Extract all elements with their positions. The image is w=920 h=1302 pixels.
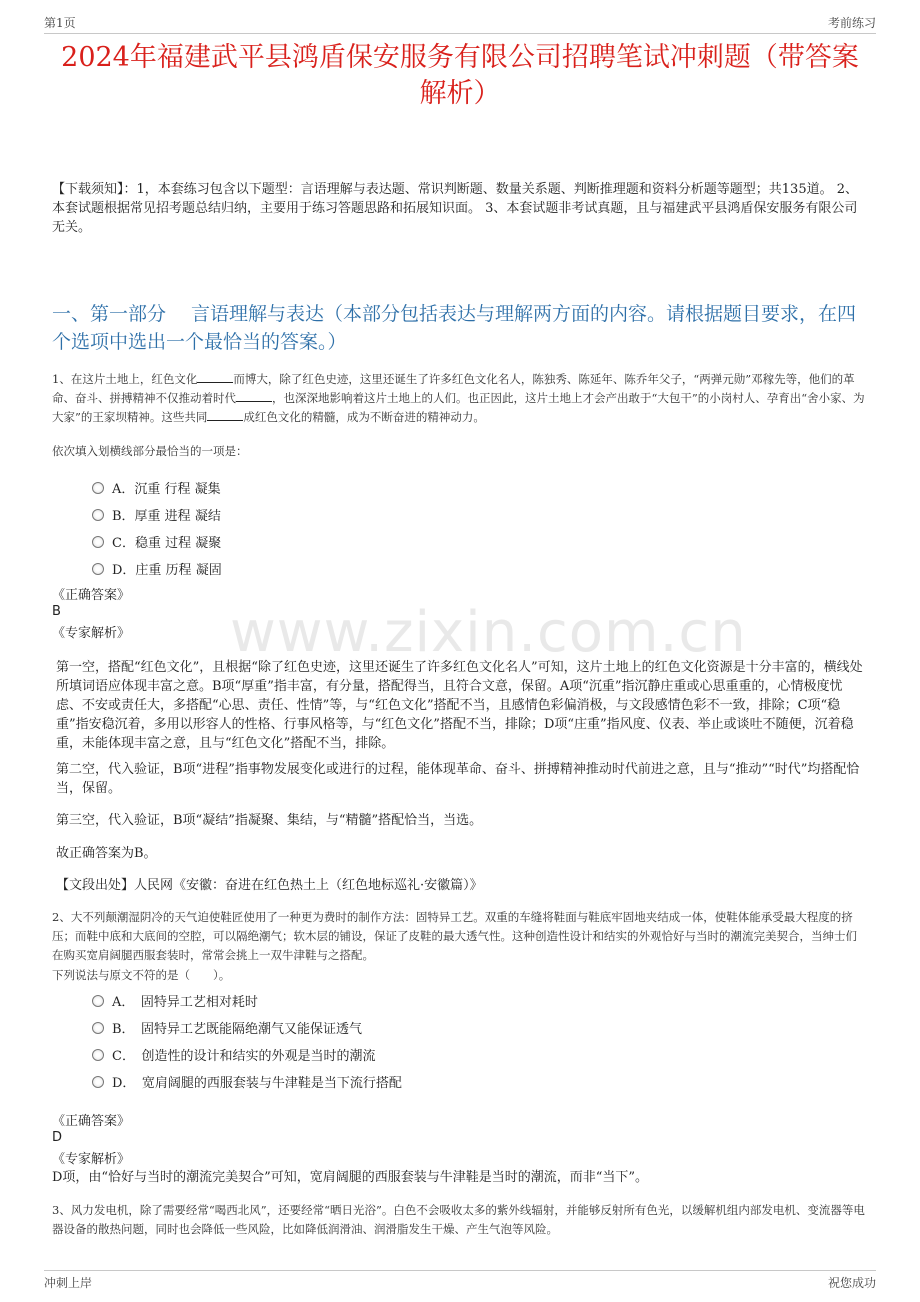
q2-option-b[interactable]: B． 固特异工艺既能隔绝潮气又能保证透气	[92, 1018, 362, 1037]
q2-analysis: D项，由“恰好与当时的潮流完美契合”可知，宽肩阔腿的西服套装与牛津鞋是当时的潮流，而非“当下”。	[52, 1170, 649, 1185]
q1-answer: B	[52, 604, 61, 619]
q1-stem-part-d: 成红色文化的精髓，成为不断奋进的精神动力。	[243, 410, 485, 424]
q1-option-d[interactable]: D．庄重 历程 凝固	[92, 559, 222, 578]
page-footer	[44, 1270, 876, 1292]
q1-analysis-label: 《专家解析》	[52, 626, 131, 641]
q1-stem-part-a: 1、在这片土地上，红色文化	[52, 372, 198, 386]
q2-option-a[interactable]: A． 固特异工艺相对耗时	[92, 991, 258, 1010]
q1-option-b[interactable]: B．厚重 进程 凝结	[92, 505, 221, 524]
q1-analysis-paragraph: 第二空，代入验证，B项“进程”指事物发展变化或进行的过程，能体现革命、奋斗、拼搏精神推动时代前进之意，且与“推动”“时代”均搭配恰当，保留。	[56, 762, 860, 796]
q1-analysis-paragraph: 第一空，搭配“红色文化”，且根据“除了红色史迹，这里还诞生了许多红色文化名人”可知，这片土地上的红色文化资源是十分丰富的，横线处所填词语应体现丰富之意。B项“厚重”指丰富，有分量，搭配得当，且符合文意，保留。A项“沉重”指沉静庄重或心思重重的，心情极度忧虑、不安或责任大，多搭配“心思、责任、性情”等，与“红色文化”搭配不当，且感情色彩偏消极，与文段感情色彩不一致，排除；C项“稳重”指安稳沉着，多用以形容人的性格、行事风格等，与“红色文化”搭配不当，排除；D项“庄重”指风度、仪表、举止或谈吐不随便，沉着稳重，未能体现丰富之意，且与“红色文化”搭配不当，排除。	[56, 660, 863, 751]
download-notice: 【下载须知】：1，本套练习包含以下题型：言语理解与表达题、常识判断题、数量关系题、判断推理题和资料分析题等题型；共135道。 2、本套试题根据常见招考题总结归纳，主要用于练习答题思路和拓展知识面。 3、本套试题非考试真题，且与福建武平县鸿盾保安服务有限公司无关。	[52, 182, 858, 235]
q2-option-d[interactable]: D． 宽肩阔腿的西服套装与牛津鞋是当下流行搭配	[92, 1072, 402, 1091]
q1-source: 【文段出处】人民网《安徽：奋进在红色热土上（红色地标巡礼·安徽篇）》	[56, 878, 483, 893]
fill-blank	[236, 392, 272, 402]
fill-blank	[207, 411, 243, 421]
radio-icon[interactable]	[92, 482, 104, 494]
q2-answer-label: 《正确答案》	[52, 1114, 131, 1129]
q2-answer: D	[52, 1130, 63, 1145]
question-1-prompt: 依次填入划横线部分最恰当的一项是：	[52, 444, 248, 458]
page-number: 第1页	[44, 16, 76, 30]
section-title: 一、第一部分 言语理解与表达（本部分包括表达与理解两方面的内容。请根据题目要求，在四个选项中选出一个最恰当的答案。）	[52, 303, 857, 353]
question-2-prompt: 下列说法与原文不符的是（ ）。	[52, 968, 231, 982]
radio-icon[interactable]	[92, 1049, 104, 1061]
question-3-stem: 3、风力发电机，除了需要经常“喝西北风”，还要经常“晒日光浴”。白色不会吸收太多的紫外线辐射，并能够反射所有色光，以缓解机组内部发电机、变流器等电器设备的散热问题，同时也会降低一些风险，比如降低润滑油、润滑脂发生干燥、产生气泡等风险。	[52, 1203, 865, 1236]
radio-icon[interactable]	[92, 509, 104, 521]
question-2-stem: 2、大不列颠潮湿阴冷的天气迫使鞋匠使用了一种更为费时的制作方法：固特异工艺。双重的车缝将鞋面与鞋底牢固地夹结成一体，使鞋体能承受最大程度的挤压；而鞋中底和大底间的空腔，可以隔绝潮气；软木层的铺设，保证了皮鞋的最大透气性。这种创造性设计和结实的外观恰好与当时的潮流完美契合，当绅士们在购买宽肩阔腿西服套装时，常常会挑上一双牛津鞋与之搭配。	[52, 910, 857, 962]
radio-icon[interactable]	[92, 1076, 104, 1088]
watermark: www.zixin.com.cn	[230, 600, 747, 665]
q1-stem-part-b: 而博大，除了红色史迹，这里还诞生了许多红色文化名人，陈独秀、陈延年、陈乔年父子，“两弹元勋”邓稼先等，他们的革命、奋斗、拼搏精神不仅推动着时代	[52, 372, 855, 405]
radio-icon[interactable]	[92, 1022, 104, 1034]
q1-answer-label: 《正确答案》	[52, 588, 131, 603]
question-1-stem	[52, 370, 868, 427]
footer-right: 祝您成功	[827, 1276, 876, 1290]
radio-icon[interactable]	[92, 536, 104, 548]
radio-icon[interactable]	[92, 563, 104, 575]
q1-analysis-paragraph: 第三空，代入验证，B项“凝结”指凝聚、集结，与“精髓”搭配恰当，当选。	[56, 813, 483, 828]
q2-analysis-label: 《专家解析》	[52, 1152, 131, 1167]
fill-blank	[197, 373, 233, 383]
q1-stem-part-c: ，也深深地影响着这片土地上的人们。也正因此，这片土地上才会产出敢于“大包干”的小岗村人、孕育出“舍小家、为大家”的王家坝精神。这些共同	[52, 391, 865, 424]
header-label: 考前练习	[827, 16, 876, 30]
q1-analysis-paragraph: 故正确答案为B。	[56, 846, 157, 861]
footer-left: 冲刺上岸	[44, 1276, 93, 1290]
page-title: 2024年福建武平县鸿盾保安服务有限公司招聘笔试冲刺题（带答案解析）	[61, 42, 859, 109]
q1-option-c[interactable]: C．稳重 过程 凝聚	[92, 532, 221, 551]
q2-option-c[interactable]: C． 创造性的设计和结实的外观是当时的潮流	[92, 1045, 375, 1064]
radio-icon[interactable]	[92, 995, 104, 1007]
q1-option-a[interactable]: A．沉重 行程 凝集	[92, 478, 221, 497]
page-header	[44, 12, 876, 34]
